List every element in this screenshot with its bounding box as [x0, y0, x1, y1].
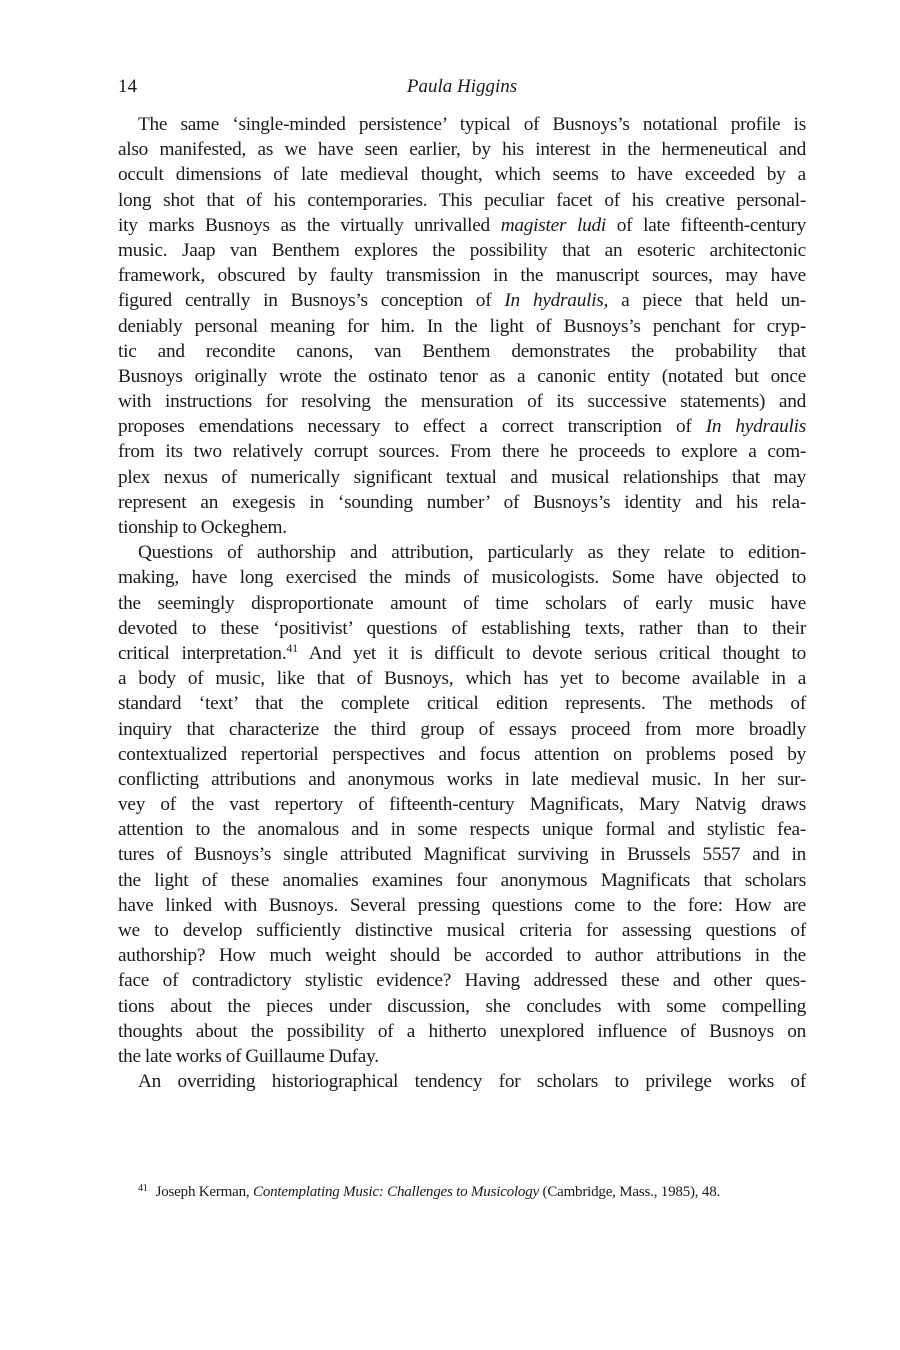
text-line [118, 288, 806, 313]
text-run: ity marks Busnoys as the virtually unrivalled [118, 214, 501, 236]
text-line [118, 641, 806, 666]
footnote-reference-41[interactable]: 41 [286, 640, 298, 655]
text-line: a body of music, like that of Busnoys, which has yet to become available in a [118, 668, 806, 690]
text-line [118, 414, 806, 439]
text-run: critical interpretation. [118, 642, 287, 664]
page-number: 14 [118, 76, 137, 97]
text-line: contextualized repertorial perspectives and focus attention on problems posed by [118, 743, 806, 765]
text-line: attention to the anomalous and in some respects unique formal and stylistic fea- [118, 819, 806, 841]
footnote-41 [138, 1179, 818, 1202]
body-text [118, 112, 806, 1094]
footnote-number: 41 [138, 1183, 148, 1194]
text-run: figured centrally in Busnoys’s conception of [118, 290, 505, 312]
text-line: from its two relatively corrupt sources. From there he proceeds to explore a com- [118, 441, 806, 463]
running-head [118, 74, 806, 100]
text-line: deniably personal meaning for him. In the light of Busnoys’s penchant for cryp- [118, 315, 806, 337]
text-line: Questions of authorship and attribution, particularly as they relate to edition- [138, 542, 806, 564]
text-line: tions about the pieces under discussion, she concludes with some compelling [118, 995, 806, 1017]
text-line: authorship? How much weight should be accorded to author attributions in the [118, 945, 806, 967]
paragraph [118, 112, 806, 540]
text-line: also manifested, as we have seen earlier, by his interest in the hermeneutical and [118, 139, 806, 161]
footnote-book-title: Contemplating Music: Challenges to Musicology [253, 1184, 539, 1200]
text-line: the late works of Guillaume Dufay. [118, 1045, 379, 1067]
text-line: thoughts about the possibility of a hitherto unexplored influence of Busnoys on [118, 1020, 806, 1042]
text-line: tionship to Ockeghem. [118, 517, 287, 538]
text-line: the seemingly disproportionate amount of time scholars of early music have [118, 592, 806, 614]
text-line: tures of Busnoys’s single attributed Magnificat surviving in Brussels 5557 and in [118, 844, 806, 866]
text-line: with instructions for resolving the mensuration of its successive statements) and [118, 391, 806, 413]
text-line: music. Jaap van Benthem explores the possibility that an esoteric architectonic [118, 239, 806, 261]
text-line: vey of the vast repertory of fifteenth-century Magnificats, Mary Natvig draws [118, 794, 806, 816]
text-line: have linked with Busnoys. Several pressing questions come to the fore: How are [118, 894, 806, 916]
text-line: long shot that of his contemporaries. This peculiar facet of his creative personal- [118, 189, 806, 211]
italic-term-magister-ludi: magister ludi [500, 214, 606, 236]
text-run: And yet it is difficult to devote serious critical thought to [297, 642, 806, 664]
text-run: of late fifteenth-century [605, 214, 807, 236]
text-line: plex nexus of numerically significant textual and musical relationships that may [118, 466, 806, 488]
text-line: we to develop sufficiently distinctive musical criteria for assessing questions of [118, 920, 806, 941]
text-run: proposes emendations necessary to effect a correct transcription of [118, 416, 706, 438]
running-title: Paula Higgins [406, 76, 518, 97]
text-line: Busnoys originally wrote the ostinato tenor as a canonic entity (notated but once [118, 365, 806, 387]
text-line: The same ‘single-minded persistence’ typical of Busnoys’s notational profile is [138, 114, 806, 135]
text-run: , a piece that held un- [603, 290, 806, 312]
text-line: conflicting attributions and anonymous works in late medieval music. In her sur- [118, 768, 806, 790]
text-line: framework, obscured by faulty transmission in the manuscript sources, may have [118, 265, 806, 287]
text-line: making, have long exercised the minds of musicologists. Some have objected to [118, 567, 806, 589]
text-line: the light of these anomalies examines four anonymous Magnificats that scholars [118, 869, 806, 891]
text-line: An overriding historiographical tendency for scholars to privilege works of [138, 1071, 806, 1093]
italic-title-in-hydraulis: In hydraulis [705, 416, 806, 438]
text-line: standard ‘text’ that the complete critical edition represents. The methods of [118, 693, 806, 715]
paragraph [118, 540, 806, 1069]
footnote-publication: (Cambridge, Mass., 1985), 48. [538, 1184, 721, 1200]
text-line: face of contradictory stylistic evidence? Having addressed these and other ques- [118, 970, 806, 992]
text-line: devoted to these ‘positivist’ questions of establishing texts, rather than to their [118, 617, 806, 639]
text-line: inquiry that characterize the third group of essays proceed from more broadly [118, 718, 806, 740]
text-line: occult dimensions of late medieval thought, which seems to have exceeded by a [118, 164, 806, 186]
text-line: represent an exegesis in ‘sounding number’ of Busnoys’s identity and his rela- [118, 491, 806, 513]
italic-title-in-hydraulis: In hydraulis [504, 290, 604, 312]
paragraph [118, 1069, 806, 1094]
text-line: tic and recondite canons, van Benthem demonstrates the probability that [118, 340, 806, 362]
text-line [118, 213, 806, 238]
footnote-author: Joseph Kerman, [155, 1184, 254, 1200]
